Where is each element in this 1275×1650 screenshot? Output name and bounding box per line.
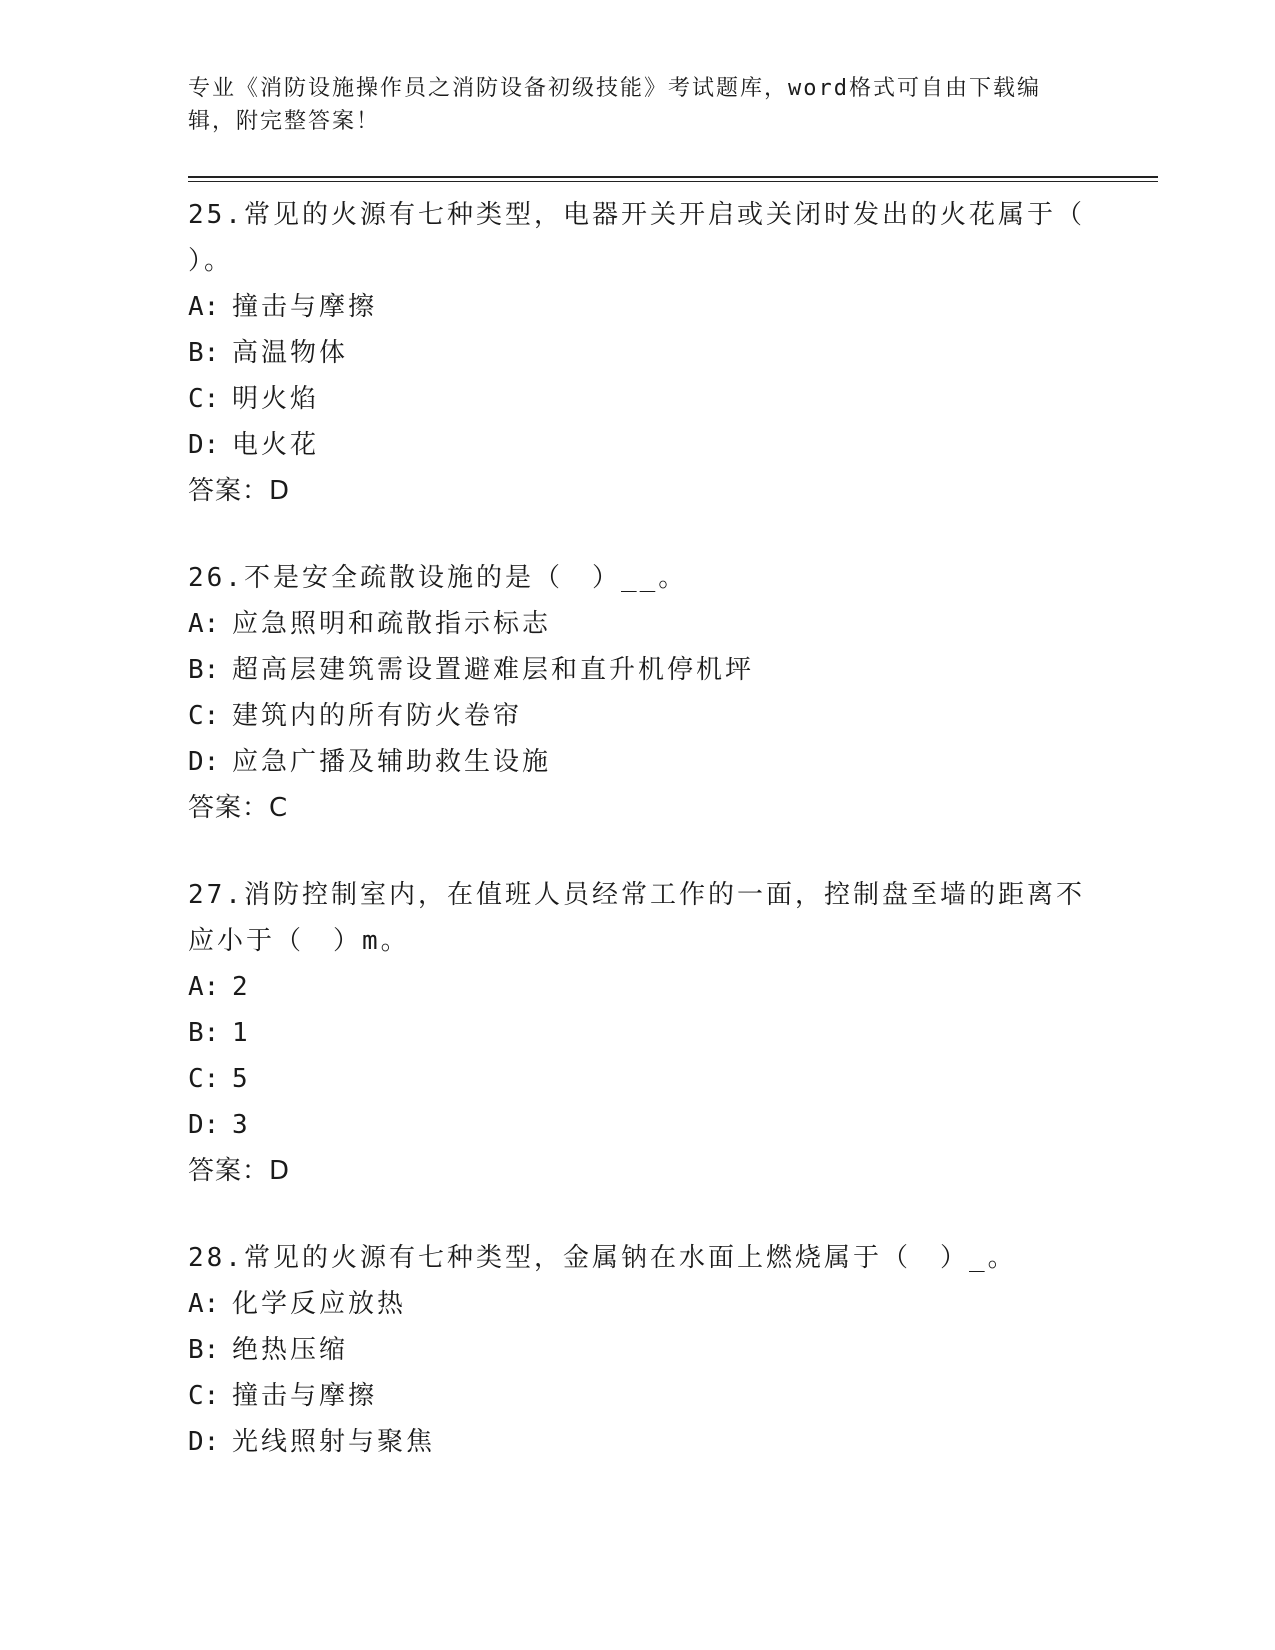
option-letter: B: <box>188 655 220 685</box>
option-text: 明火焰 <box>232 384 320 414</box>
option-letter: A: <box>188 609 220 639</box>
option-letter: D: <box>188 1427 220 1457</box>
option-letter: C: <box>188 1064 220 1094</box>
option-b <box>188 647 1088 693</box>
question-28 <box>188 1235 1088 1465</box>
option-a <box>188 284 1088 330</box>
question-stem: 27.消防控制室内，在值班人员经常工作的一面，控制盘至墙的距离不应小于（ ）m。 <box>188 880 1085 956</box>
option-c <box>188 693 1088 739</box>
question-27 <box>188 872 1088 1194</box>
option-d <box>188 739 1088 785</box>
option-text: 2 <box>232 972 251 1002</box>
option-text: 光线照射与聚焦 <box>232 1427 436 1457</box>
question-25 <box>188 192 1088 514</box>
option-text: 5 <box>232 1064 251 1094</box>
option-letter: D: <box>188 430 220 460</box>
option-b <box>188 1327 1088 1373</box>
answer-line: 答案：C <box>188 793 289 823</box>
answer-line: 答案：D <box>188 1156 291 1186</box>
header-divider-thick <box>188 176 1158 178</box>
question-stem: 26.不是安全疏散设施的是（ ）__。 <box>188 563 688 593</box>
option-letter: B: <box>188 338 220 368</box>
option-d <box>188 1419 1088 1465</box>
option-letter: D: <box>188 1110 220 1140</box>
option-letter: B: <box>188 1018 220 1048</box>
option-letter: B: <box>188 1335 220 1365</box>
option-c <box>188 1373 1088 1419</box>
option-text: 绝热压缩 <box>232 1335 349 1365</box>
header-divider-thin <box>188 181 1158 182</box>
option-letter: D: <box>188 747 220 777</box>
option-text: 应急广播及辅助救生设施 <box>232 747 552 777</box>
option-text: 高温物体 <box>232 338 349 368</box>
option-a <box>188 1281 1088 1327</box>
document-header: 专业《消防设施操作员之消防设备初级技能》考试题库，word格式可自由下载编辑，附完整答案！ <box>188 76 1041 134</box>
question-26 <box>188 555 1088 831</box>
option-b <box>188 330 1088 376</box>
option-text: 电火花 <box>232 430 320 460</box>
question-stem: 28.常见的火源有七种类型，金属钠在水面上燃烧属于（ ）_。 <box>188 1243 1017 1273</box>
option-text: 建筑内的所有防火卷帘 <box>232 701 523 731</box>
option-letter: A: <box>188 1289 220 1319</box>
option-c <box>188 1056 1088 1102</box>
option-letter: A: <box>188 292 220 322</box>
option-d <box>188 1102 1088 1148</box>
question-stem: 25.常见的火源有七种类型，电器开关开启或关闭时发出的火花属于（ ）。 <box>188 200 1085 276</box>
option-text: 超高层建筑需设置避难层和直升机停机坪 <box>232 655 755 685</box>
option-b <box>188 1010 1088 1056</box>
option-letter: C: <box>188 701 220 731</box>
option-letter: C: <box>188 1381 220 1411</box>
answer-line: 答案：D <box>188 476 291 506</box>
option-text: 应急照明和疏散指示标志 <box>232 609 552 639</box>
option-text: 1 <box>232 1018 251 1048</box>
option-letter: C: <box>188 384 220 414</box>
question-list <box>188 192 1088 1506</box>
option-c <box>188 376 1088 422</box>
option-letter: A: <box>188 972 220 1002</box>
option-a <box>188 601 1088 647</box>
option-text: 撞击与摩擦 <box>232 292 378 322</box>
option-text: 化学反应放热 <box>232 1289 407 1319</box>
option-d <box>188 422 1088 468</box>
option-text: 3 <box>232 1110 251 1140</box>
option-a <box>188 964 1088 1010</box>
option-text: 撞击与摩擦 <box>232 1381 378 1411</box>
